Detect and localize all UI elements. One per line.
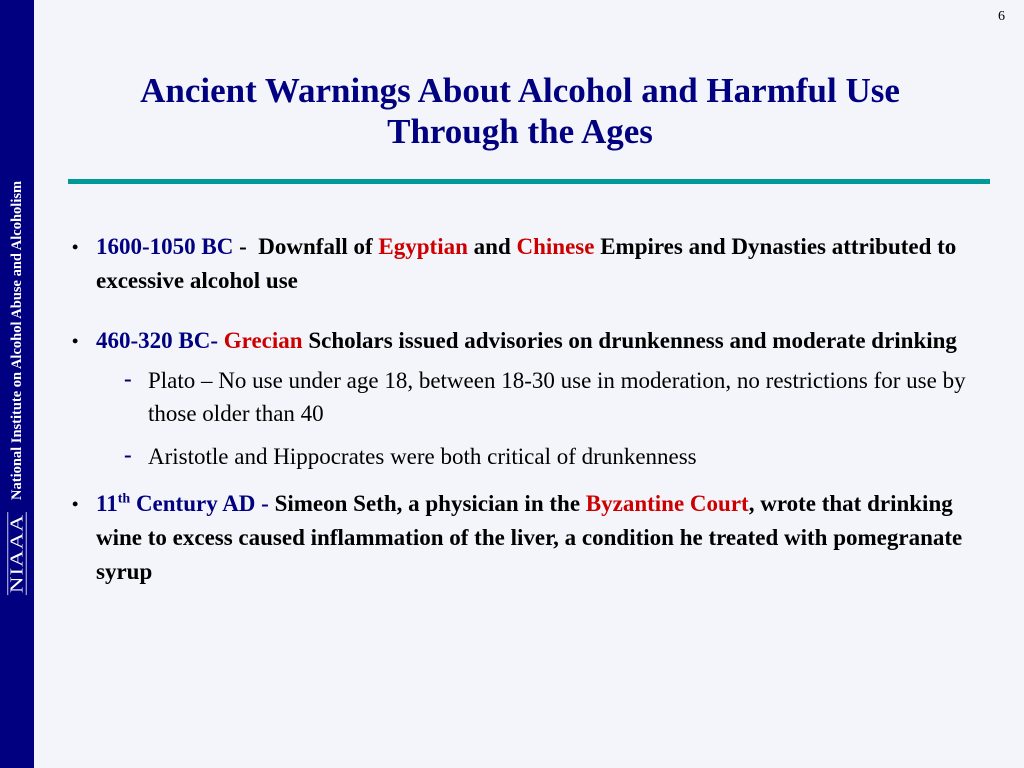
sub-bullet-text: Plato – No use under age 18, between 18-30 use in moderation, no restrictions for use by those older than 40 <box>148 368 966 426</box>
title-line-2: Through the Ages <box>387 112 653 151</box>
niaaa-logo: NIAAA <box>6 513 27 594</box>
bullet-date: 1600-1050 BC <box>96 234 234 259</box>
sidebar-rotated-text <box>5 181 29 595</box>
bullet-text: Downfall of <box>258 234 379 259</box>
century-number: 11 <box>96 491 118 516</box>
sidebar-branding <box>0 0 34 768</box>
title-divider <box>68 179 990 184</box>
dash-icon: - <box>124 366 132 391</box>
sub-bullet-aristotle <box>122 440 970 473</box>
title-line-1: Ancient Warnings About Alcohol and Harmful Use <box>140 71 900 110</box>
sub-bullet-text: Aristotle and Hippocrates were both critical of drunkenness <box>148 444 697 469</box>
century-rest: Century AD - <box>130 491 269 516</box>
bullet-dot-icon: • <box>72 237 79 257</box>
slide-title <box>70 70 970 152</box>
institute-name: National Institute on Alcohol Abuse and Alcoholism <box>8 180 25 500</box>
bullet-text: Empires and Dynasties attributed to excessive alcohol use <box>96 234 957 293</box>
bullet-separator: - <box>233 234 259 259</box>
bullet-date <box>96 491 269 516</box>
bullet-date: 460-320 BC- <box>96 328 219 353</box>
dash-icon: - <box>124 442 132 467</box>
century-suffix: th <box>117 491 131 507</box>
bullet-text: Simeon Seth, a physician in the <box>268 491 586 516</box>
sub-bullet-plato <box>122 364 970 430</box>
bullet-dot-icon: • <box>72 494 79 514</box>
bullet-text: and <box>467 234 517 259</box>
slide-content <box>70 230 970 589</box>
bullet-egyptian-chinese <box>70 230 970 298</box>
bullet-text: Scholars issued advisories on drunkenness and moderate drinking <box>302 328 957 353</box>
highlight-byzantine-court: Byzantine Court <box>585 491 749 516</box>
highlight-egyptian: Egyptian <box>378 234 468 259</box>
highlight-grecian: Grecian <box>223 328 303 353</box>
bullet-text: , wrote that drinking wine to excess caused inflammation of the liver, a condition he treated with pomegranate syrup <box>96 491 963 584</box>
bullet-grecian <box>70 324 970 358</box>
grecian-sub-list <box>122 364 970 473</box>
bullet-dot-icon: • <box>72 331 79 351</box>
bullet-byzantine <box>70 487 970 589</box>
page-number: 6 <box>998 9 1005 24</box>
highlight-chinese: Chinese <box>516 234 595 259</box>
